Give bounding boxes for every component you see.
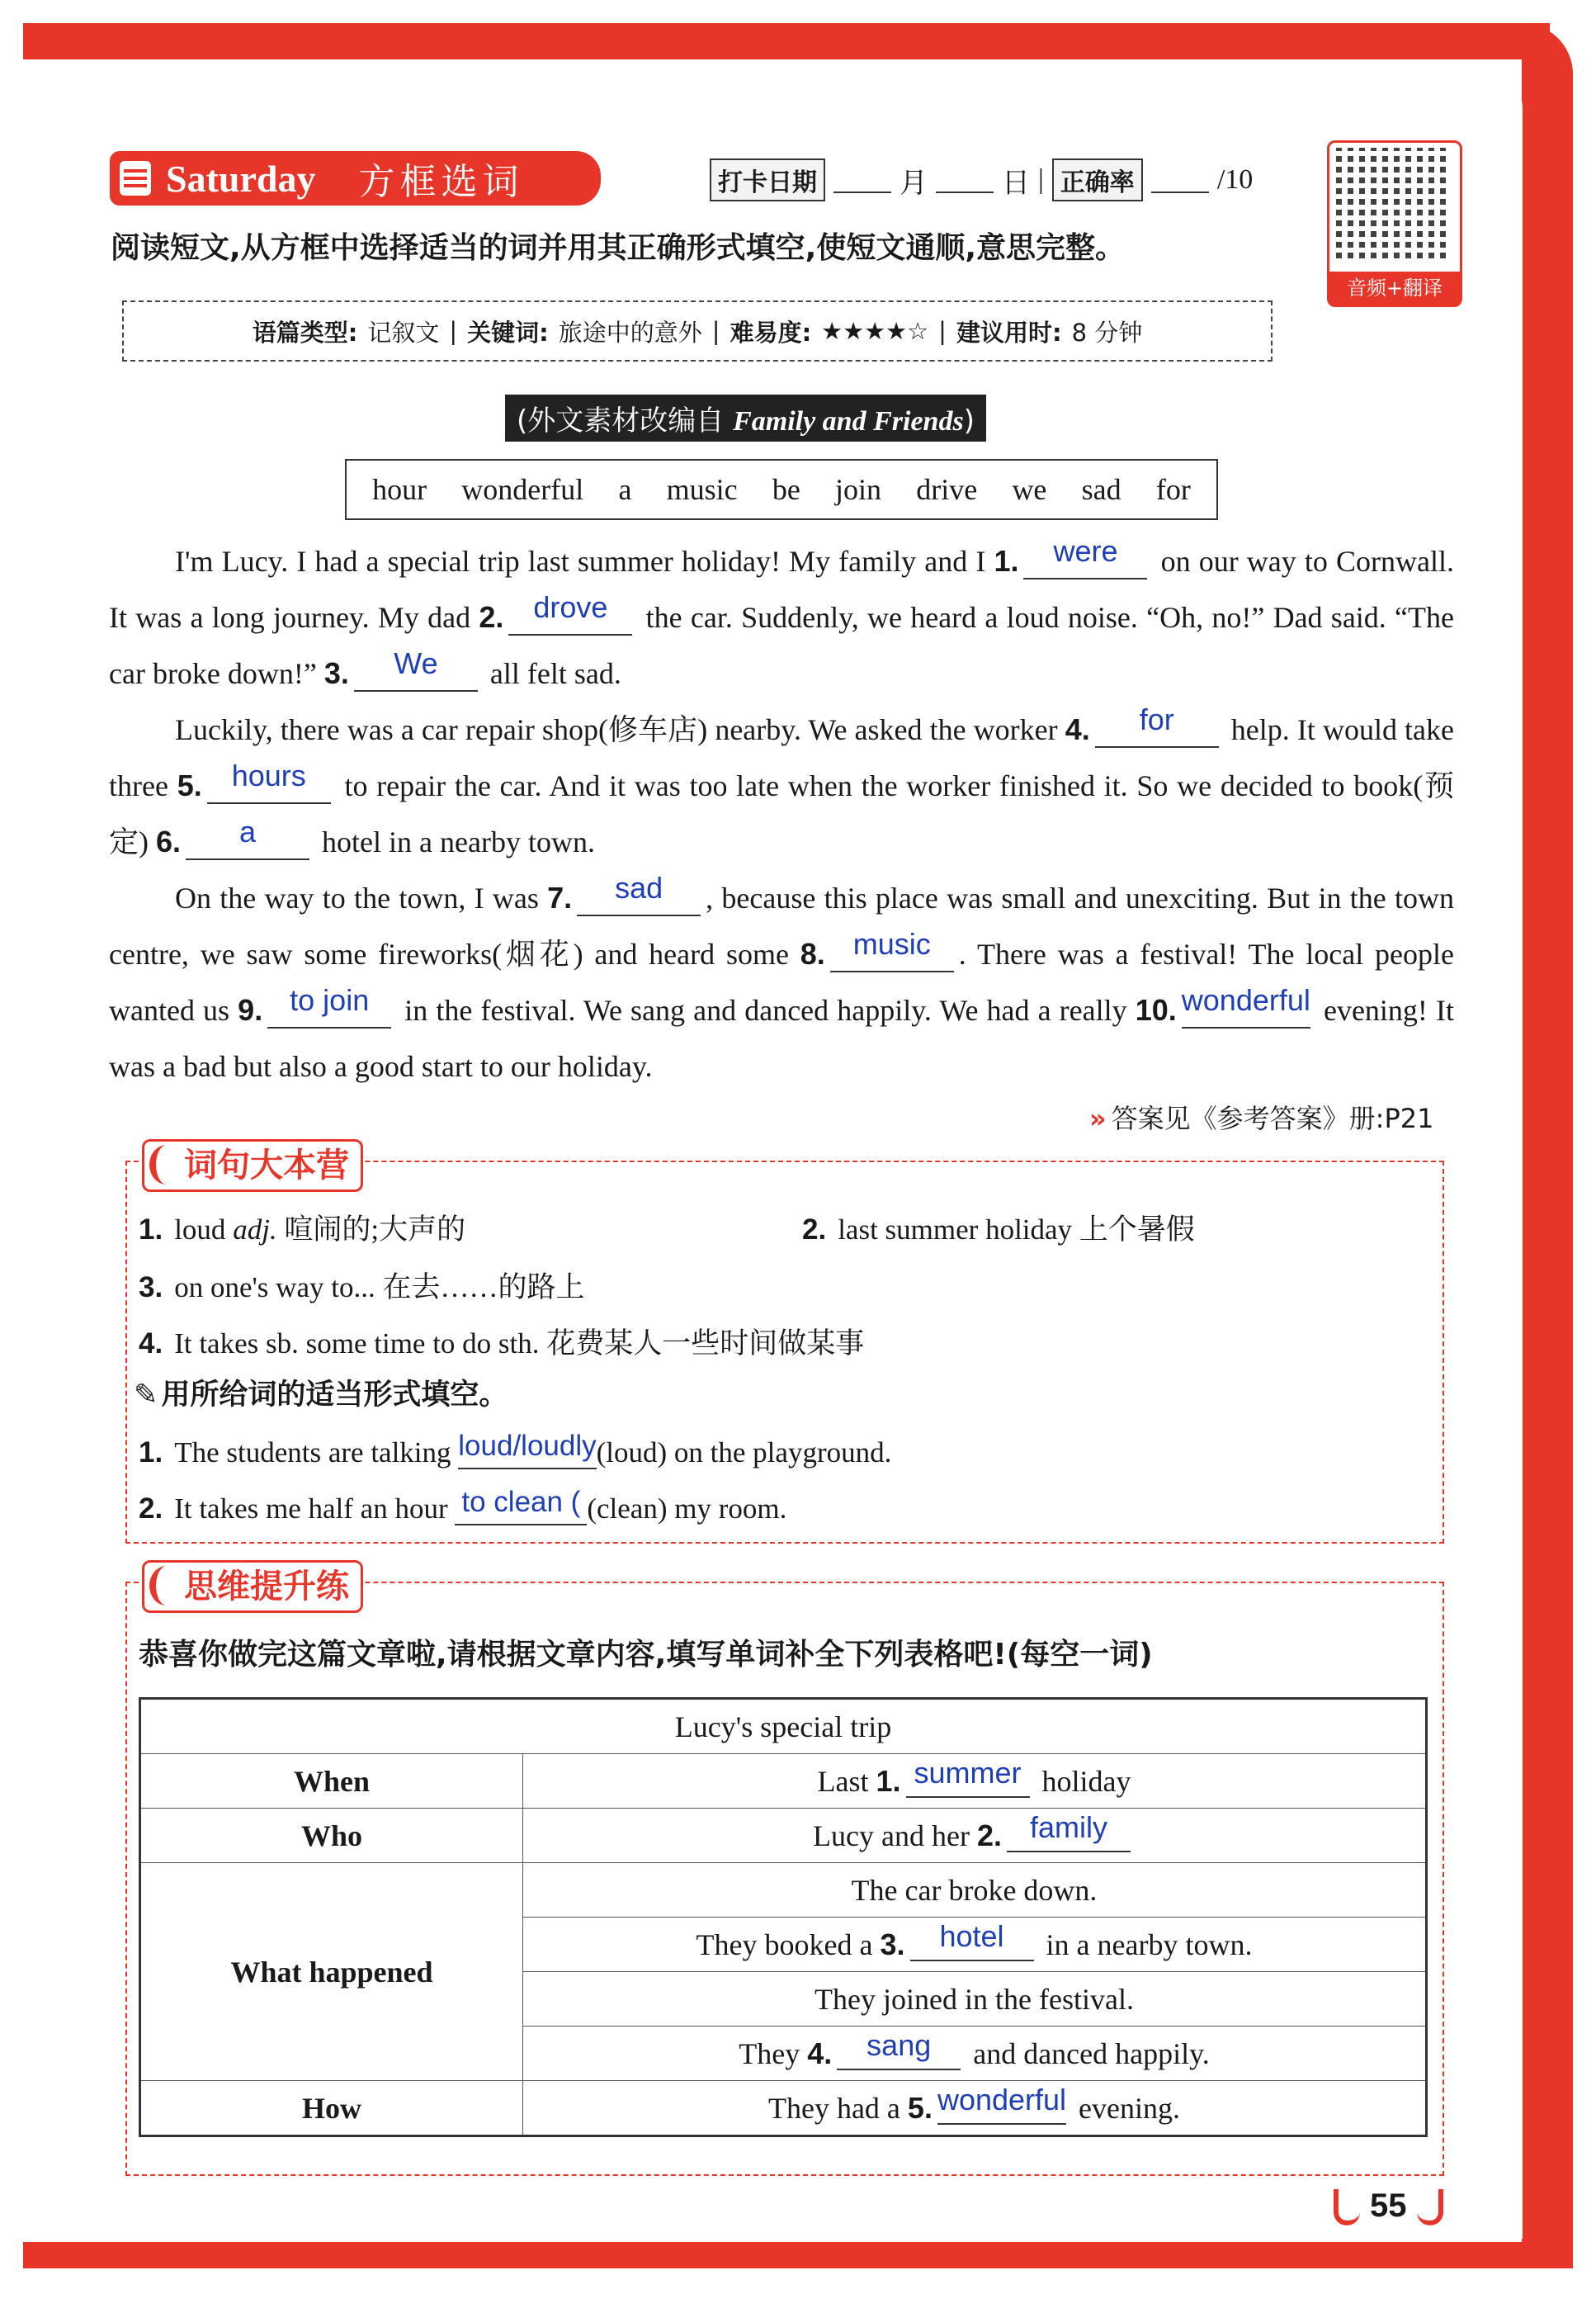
qr-code[interactable]	[1327, 140, 1462, 307]
qr-code-icon	[1336, 148, 1452, 263]
keyword-value: 旅途中的意外	[558, 318, 702, 347]
row-label-who: Who	[140, 1809, 523, 1863]
table-blank-4[interactable]: sang	[837, 2039, 961, 2070]
blank-10[interactable]: wonderful	[1182, 994, 1310, 1029]
page-frame-bottom	[23, 2242, 1573, 2268]
page-number: 55	[1370, 2187, 1407, 2224]
cell-what-4: They 4. sang and danced happily.	[523, 2027, 1427, 2081]
cell-what-1: The car broke down.	[523, 1863, 1427, 1918]
exercise-item: 2. It takes me half an hour to clean ( (clean) my room.	[139, 1486, 787, 1525]
row-label-how: How	[140, 2081, 523, 2136]
swirl-icon	[149, 1145, 184, 1185]
word-box	[345, 459, 1218, 520]
checkin-label: 打卡日期	[710, 158, 825, 201]
thinking-section-tag: 思维提升练	[142, 1560, 363, 1613]
vocab-item: 3. on one's way to... 在去……的路上	[139, 1271, 585, 1303]
row-label-what: What happened	[140, 1863, 523, 2081]
checkin-row	[710, 158, 1253, 201]
table-title: Lucy's special trip	[140, 1699, 1427, 1754]
passage-meta: 语篇类型: 记叙文 | 关键词: 旅途中的意外 | 难易度: ★★★★☆ | 建议用时: 8 分钟	[122, 300, 1273, 362]
blank-8[interactable]: music	[830, 938, 954, 972]
word-box-item: sad	[1081, 473, 1121, 506]
day-label: 日	[1002, 167, 1030, 199]
vocab-section-tag: 词句大本营	[142, 1139, 363, 1192]
vocab-item: 4. It takes sb. some time to do sth. 花费某人一些时间做某事	[139, 1327, 865, 1360]
blank-2[interactable]: drove	[508, 601, 632, 636]
table-blank-1[interactable]: summer	[906, 1766, 1030, 1798]
blank-7[interactable]: sad	[577, 882, 701, 916]
vocab-item: 1. loud adj. 喧闹的;大声的	[139, 1213, 466, 1246]
difficulty-label: 难易度:	[730, 318, 812, 347]
page-frame-top	[23, 23, 1550, 59]
keyword-label: 关键词:	[467, 318, 549, 347]
calendar-icon	[120, 161, 151, 196]
word-box-item: we	[1012, 473, 1047, 506]
accuracy-blank[interactable]	[1151, 167, 1209, 193]
page-frame-right	[1522, 23, 1573, 2268]
cell-what-2: They booked a 3. hotel in a nearby town.	[523, 1918, 1427, 1972]
blank-5[interactable]: hours	[207, 769, 331, 804]
exercise-item: 1. The students are talking loud/loudly(loud) on the playground.	[139, 1430, 892, 1469]
cell-who: Lucy and her 2. family	[523, 1809, 1427, 1863]
answer-reference: » 答案见《参考答案》册:P21	[1089, 1098, 1433, 1136]
day-blank[interactable]	[936, 167, 994, 193]
day-title: Saturday	[166, 157, 316, 200]
vocab-item: 2. last summer holiday 上个暑假	[802, 1213, 1195, 1246]
paragraph-3: On the way to the town, I was 7. sad , because this place was small and unexciting. But in the town centre, we saw some fireworks(烟花) and heard some 8. music . There was a festival! The local people wanted us 9. to join in the festival. We sang and danced happily. We had a really 10. wonderful evening! It was a bad but also a good start to our holiday.	[109, 871, 1455, 1083]
section-header-tab	[110, 151, 601, 206]
paragraph-1: I'm Lucy. I had a special trip last summer holiday! My family and I 1. were on our way to Cornwall. It was a long journey. My dad 2. drove the car. Suddenly, we heard a loud noise. “Oh, no!” Dad said. “The car broke down!” 3. We all felt sad.	[109, 534, 1454, 690]
difficulty-stars: ★★★★☆	[821, 317, 929, 345]
blank-9[interactable]: to join	[267, 994, 391, 1029]
trip-table	[139, 1697, 1428, 2137]
table-blank-5[interactable]: wonderful	[937, 2093, 1066, 2125]
blank-1[interactable]: were	[1023, 545, 1147, 579]
swirl-icon	[149, 1566, 184, 1606]
time-label: 建议用时:	[956, 318, 1062, 347]
cell-how: They had a 5. wonderful evening.	[523, 2081, 1427, 2136]
word-box-item: hour	[372, 473, 427, 506]
month-label: 月	[900, 167, 928, 199]
word-box-item: for	[1155, 473, 1191, 506]
source-book: Family and Friends	[733, 406, 964, 437]
exercise-blank-2[interactable]: to clean (	[455, 1494, 587, 1525]
word-box-item: wonderful	[461, 473, 584, 506]
row-label-when: When	[140, 1754, 523, 1809]
month-blank[interactable]	[833, 167, 891, 193]
type-value: 记叙文	[367, 318, 440, 347]
instruction: 阅读短文,从方框中选择适当的词并用其正确形式填空,使短文通顺,意思完整。	[111, 231, 1126, 265]
accuracy-total: /10	[1216, 164, 1254, 195]
time-value: 8 分钟	[1071, 318, 1143, 347]
word-box-item: be	[772, 473, 800, 506]
blank-6[interactable]: a	[186, 825, 309, 860]
type-label: 语篇类型:	[252, 318, 358, 347]
section-title: 方框选词	[358, 161, 524, 203]
divider: |	[1038, 164, 1044, 195]
table-blank-2[interactable]: family	[1007, 1821, 1131, 1852]
source-note: (外文素材改编自 Family and Friends)	[505, 395, 986, 442]
paragraph-2: Luckily, there was a car repair shop(修车店) nearby. We asked the worker 4. for help. It would take three 5. hours to repair the car. And it was too late when the worker finished it. So we decided to book(预定) 6. a hotel in a nearby town.	[109, 702, 1454, 858]
word-box-item: music	[666, 473, 738, 506]
word-box-item: a	[618, 473, 632, 506]
table-prompt: 恭喜你做完这篇文章啦,请根据文章内容,填写单词补全下列表格吧!(每空一词)	[139, 1638, 1153, 1672]
blank-3[interactable]: We	[354, 657, 478, 692]
cell-what-3: They joined in the festival.	[523, 1972, 1427, 2027]
accuracy-label: 正确率	[1052, 158, 1143, 201]
blank-4[interactable]: for	[1095, 713, 1219, 748]
exercise-blank-1[interactable]: loud/loudly	[458, 1438, 596, 1469]
word-box-item: drive	[916, 473, 978, 506]
table-blank-3[interactable]: hotel	[910, 1930, 1034, 1961]
cell-when: Last 1. summer holiday	[523, 1754, 1427, 1809]
qr-caption: 音频+翻译	[1329, 272, 1460, 305]
exercise-title: ✎ 用所给词的适当形式填空。	[134, 1372, 508, 1413]
word-box-item: join	[835, 473, 882, 506]
passage	[109, 533, 1454, 1095]
